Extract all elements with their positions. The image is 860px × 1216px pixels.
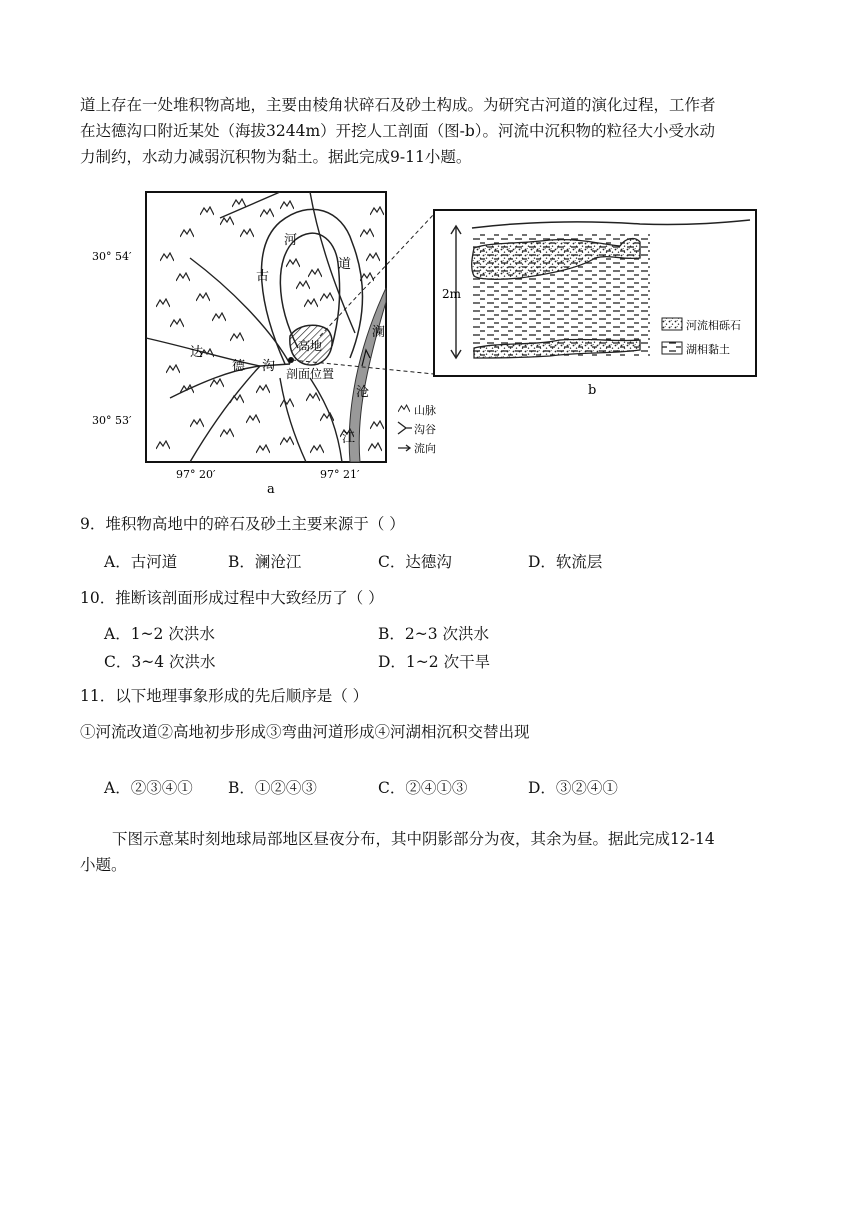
label-de: 德 <box>232 359 246 374</box>
lon-left-label: 97° 20′ <box>176 468 216 481</box>
q10-option-a[interactable]: A．1~2 次洪水 <box>104 625 215 643</box>
label-gu: 古 <box>256 269 270 284</box>
label-jiang: 江 <box>342 431 356 446</box>
label-he: 河 <box>284 233 298 248</box>
q9-option-d[interactable]: D．软流层 <box>528 553 603 571</box>
question-11-stem: 11．以下地理事象形成的先后顺序是（ ） <box>80 687 369 705</box>
map-a <box>92 192 436 497</box>
label-dao: 道 <box>338 257 352 272</box>
label-gaodi: 高地 <box>298 339 323 353</box>
legend-flow: 流向 <box>414 442 436 455</box>
profile-b <box>434 210 756 398</box>
next-passage-line-1: 下图示意某时刻地球局部地区昼夜分布，其中阴影部分为夜，其余为昼。据此完成12-14 <box>112 830 715 848</box>
legend-clay: 湖相黏土 <box>686 343 730 356</box>
label-poumian: 剖面位置 <box>286 367 335 381</box>
legend-clay-swatch <box>662 342 682 354</box>
map-a-legend <box>398 404 436 455</box>
q11-option-b[interactable]: B．①②④③ <box>228 779 317 797</box>
caption-a: a <box>267 482 275 497</box>
q10-option-d[interactable]: D．1~2 次干旱 <box>378 653 491 671</box>
legend-gravel: 河流相砾石 <box>686 319 741 332</box>
q9-option-c[interactable]: C．达德沟 <box>378 553 452 571</box>
legend-valley: 沟谷 <box>414 423 436 436</box>
q11-option-c[interactable]: C．②④①③ <box>378 779 468 797</box>
question-11-sequence: ①河流改道②高地初步形成③弯曲河道形成④河湖相沉积交替出现 <box>80 723 530 741</box>
question-9-stem: 9．堆积物高地中的碎石及砂土主要来源于（ ） <box>80 515 405 533</box>
lat-bottom-label: 30° 53′ <box>92 414 132 427</box>
q10-option-c[interactable]: C．3~4 次洪水 <box>104 653 216 671</box>
label-gou: 沟 <box>262 359 276 374</box>
question-10-stem: 10．推断该剖面形成过程中大致经历了（ ） <box>80 589 384 607</box>
q9-option-b[interactable]: B．澜沧江 <box>228 553 302 571</box>
label-cang: 沧 <box>356 385 370 400</box>
q11-option-a[interactable]: A．②③④① <box>104 779 193 797</box>
lat-top-label: 30° 54′ <box>92 250 132 263</box>
intro-line-1: 道上存在一处堆积物高地，主要由棱角状碎石及砂土构成。为研究古河道的演化过程，工作者 <box>80 96 716 114</box>
intro-line-2: 在达德沟口附近某处（海拔3244m）开挖人工剖面（图-b）。河流中沉积物的粒径大小受水动 <box>80 122 716 140</box>
next-passage-line-2: 小题。 <box>80 856 127 874</box>
label-da: 达 <box>190 345 204 360</box>
legend-gravel-swatch <box>662 318 682 330</box>
q10-option-b[interactable]: B．2~3 次洪水 <box>378 625 490 643</box>
scale-label: 2m <box>442 287 462 301</box>
label-lan: 澜 <box>372 325 386 340</box>
next-passage <box>80 826 780 878</box>
q9-option-a[interactable]: A．古河道 <box>104 553 178 571</box>
q11-option-d[interactable]: D．③②④① <box>528 779 618 797</box>
figure <box>80 188 780 498</box>
legend-mountain: 山脉 <box>414 404 436 417</box>
lon-right-label: 97° 21′ <box>320 468 360 481</box>
intro-paragraph <box>80 92 716 170</box>
caption-b: b <box>588 383 597 398</box>
intro-line-3: 力制约，水动力减弱沉积物为黏土。据此完成9-11小题。 <box>80 148 472 166</box>
